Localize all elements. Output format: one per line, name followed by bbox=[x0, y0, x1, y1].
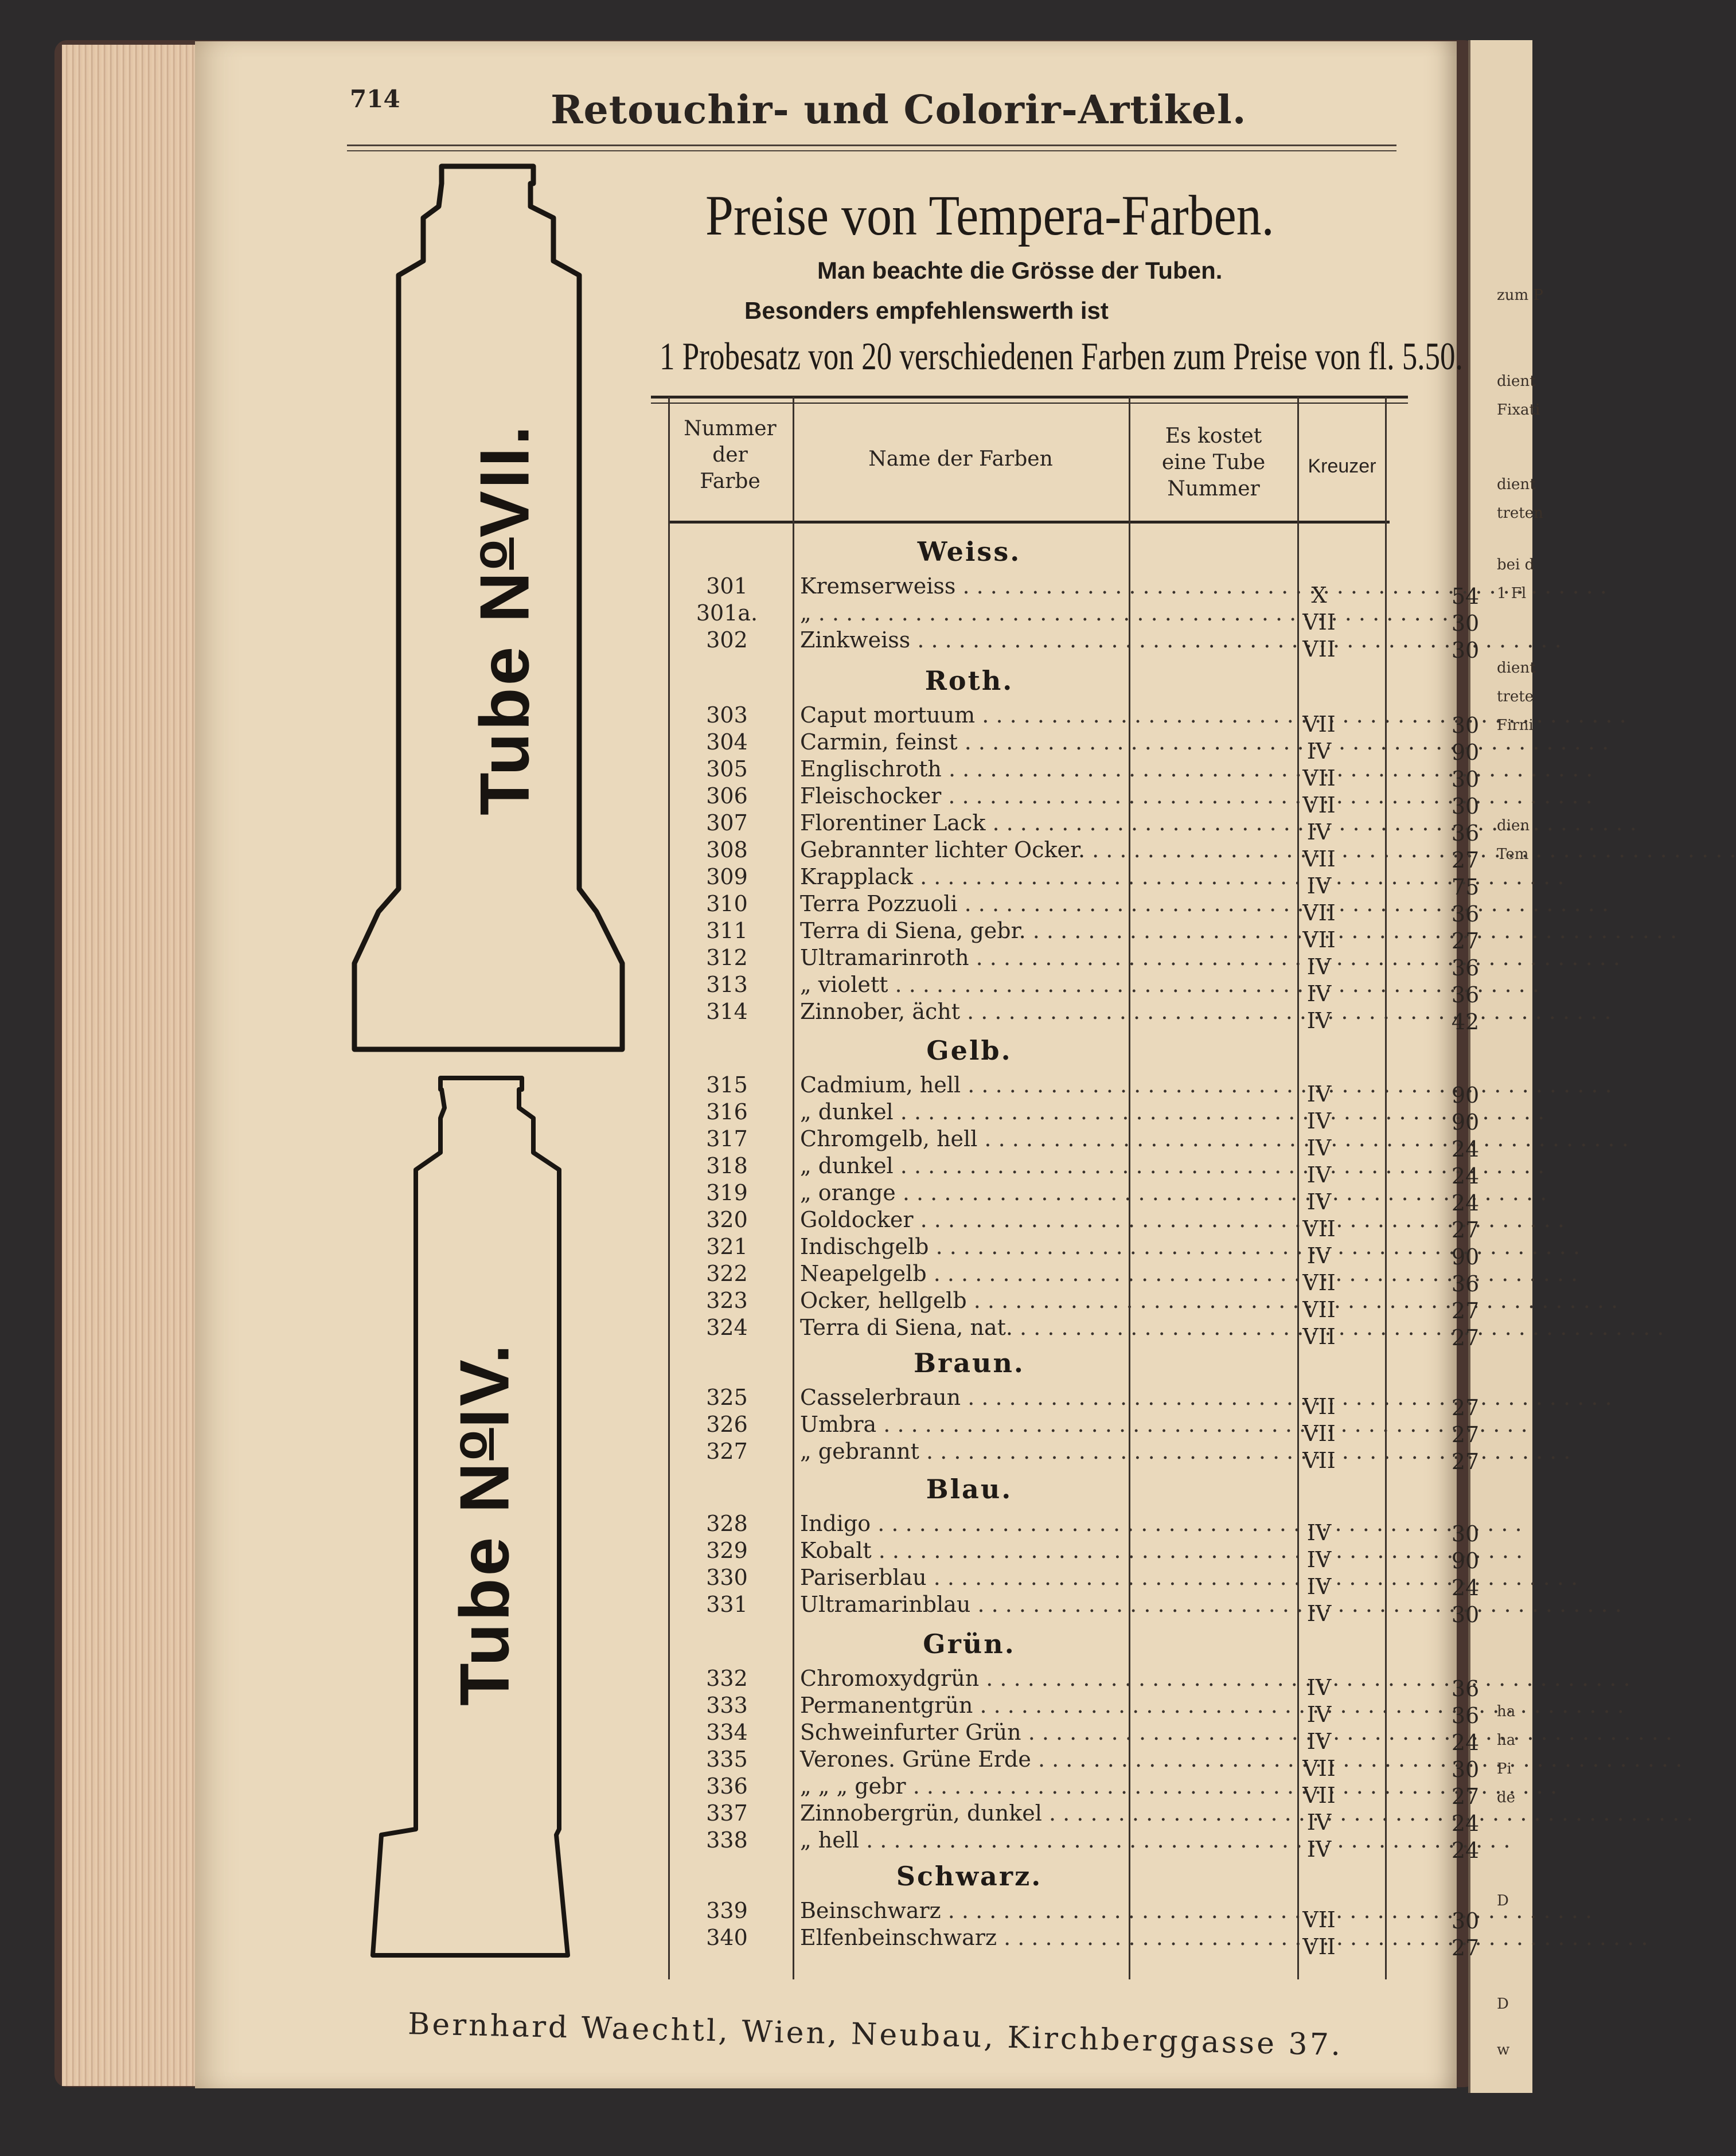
next-page-fragment: dient bbox=[1497, 476, 1536, 493]
color-number: 332 bbox=[706, 1666, 748, 1691]
color-number: 311 bbox=[706, 918, 748, 943]
next-page-fragment: zum P bbox=[1497, 287, 1543, 304]
page-number: 714 bbox=[350, 85, 400, 113]
tube-number: IV bbox=[1306, 1601, 1332, 1626]
tube-number: VII bbox=[1302, 712, 1336, 737]
price-kreuzer: 30 bbox=[1451, 713, 1480, 738]
color-name: Beinschwarz . . . bbox=[800, 1898, 1233, 1923]
table-row bbox=[682, 702, 1480, 738]
price-kreuzer: 30 bbox=[1451, 638, 1480, 663]
price-kreuzer: 24 bbox=[1451, 1575, 1480, 1600]
color-number: 329 bbox=[706, 1538, 748, 1563]
next-page-fragment: D bbox=[1497, 1995, 1509, 2013]
color-name: Indischgelb . . . bbox=[800, 1234, 1233, 1259]
color-name: Ocker, hellgelb . . . bbox=[800, 1288, 1233, 1313]
tube-number: IV bbox=[1306, 1243, 1332, 1268]
color-name: Terra di Siena, gebr. . . . bbox=[800, 918, 1233, 943]
next-page-fragment: de bbox=[1497, 1789, 1516, 1806]
footer-address: Bernhard Waechtl, Wien, Neubau, Kirchberggasse 37. bbox=[407, 2007, 1343, 2063]
color-name: Verones. Grüne Erde . . . bbox=[800, 1747, 1233, 1772]
table-row bbox=[682, 1261, 1480, 1296]
price-kreuzer: 30 bbox=[1451, 1908, 1480, 1934]
color-name: Cadmium, hell . . . bbox=[800, 1072, 1233, 1097]
color-name: Carmin, feinst . . . bbox=[800, 729, 1233, 755]
table-row bbox=[682, 1774, 1480, 1809]
table-row bbox=[682, 1180, 1480, 1216]
color-number: 326 bbox=[706, 1412, 748, 1437]
tube-iv-label: Tube $N^oIV$. bbox=[443, 1342, 524, 1706]
color-number: 318 bbox=[706, 1153, 748, 1178]
price-kreuzer: 27 bbox=[1451, 1217, 1480, 1243]
tube-number: IV bbox=[1306, 1574, 1332, 1599]
header-nummer: Nummer der Farbe bbox=[684, 417, 777, 493]
price-kreuzer: 36 bbox=[1451, 982, 1480, 1007]
color-name: Kobalt . . . bbox=[800, 1538, 1233, 1563]
tube-number: VII bbox=[1302, 1270, 1336, 1295]
color-number: 306 bbox=[706, 783, 748, 808]
table-row bbox=[682, 972, 1480, 1007]
section-heading: Blau. bbox=[926, 1474, 1013, 1505]
color-number: 314 bbox=[706, 999, 748, 1024]
color-number: 338 bbox=[706, 1827, 748, 1853]
next-page-fragment: dien bbox=[1497, 817, 1530, 834]
color-name: Florentiner Lack . . . bbox=[800, 810, 1233, 835]
color-name: Englischroth . . . bbox=[800, 756, 1233, 782]
table-row bbox=[682, 627, 1480, 663]
price-kreuzer: 27 bbox=[1451, 847, 1480, 873]
color-number: 337 bbox=[706, 1800, 748, 1826]
section-heading: Braun. bbox=[914, 1348, 1025, 1378]
price-kreuzer: 90 bbox=[1451, 740, 1480, 765]
color-number: 312 bbox=[706, 945, 748, 970]
price-kreuzer: 24 bbox=[1451, 1838, 1480, 1863]
price-kreuzer: 30 bbox=[1451, 794, 1480, 819]
section-heading: Gelb. bbox=[926, 1035, 1012, 1066]
table-row bbox=[682, 1439, 1480, 1474]
price-kreuzer: 36 bbox=[1451, 1703, 1480, 1728]
tube-number: IV bbox=[1306, 1547, 1332, 1572]
price-kreuzer: 30 bbox=[1451, 1521, 1480, 1546]
next-page-fragment: Pi bbox=[1497, 1760, 1512, 1778]
color-name: Pariserblau . . . bbox=[800, 1565, 1233, 1590]
tube-number: VII bbox=[1302, 1783, 1336, 1808]
table-row bbox=[682, 1511, 1480, 1546]
tube-number: IV bbox=[1306, 1837, 1332, 1862]
color-number: 325 bbox=[706, 1385, 748, 1410]
color-name: „ . . . bbox=[800, 600, 1233, 626]
color-name: Casselerbraun . . . bbox=[800, 1385, 1233, 1410]
price-kreuzer: 27 bbox=[1451, 928, 1480, 954]
price-kreuzer: 27 bbox=[1451, 1422, 1480, 1447]
color-number: 331 bbox=[706, 1592, 748, 1617]
tube-number: IV bbox=[1306, 1108, 1332, 1134]
color-name: Caput mortuum . . . bbox=[800, 702, 1233, 728]
price-kreuzer: 27 bbox=[1451, 1449, 1480, 1474]
color-name: Permanentgrün . . . bbox=[800, 1693, 1233, 1718]
header-rule bbox=[347, 144, 1396, 146]
color-name: „ violett . . . bbox=[800, 972, 1233, 997]
section-heading: Schwarz. bbox=[896, 1861, 1043, 1892]
header-kostet: Es kostet eine Tube Nummer bbox=[1161, 424, 1266, 501]
price-kreuzer: 24 bbox=[1451, 1730, 1480, 1755]
table-row bbox=[682, 1153, 1480, 1189]
page-stack-edge bbox=[62, 45, 211, 2086]
color-name: Indigo . . . bbox=[800, 1511, 1233, 1536]
color-number: 328 bbox=[706, 1511, 748, 1536]
price-kreuzer: 90 bbox=[1451, 1244, 1480, 1270]
section-heading: Roth. bbox=[924, 665, 1014, 696]
color-name: Kremserweiss . . . bbox=[800, 573, 1233, 599]
tube-number: IV bbox=[1306, 873, 1332, 899]
tube-number: IV bbox=[1306, 739, 1332, 764]
color-number: 327 bbox=[706, 1439, 748, 1464]
table-row bbox=[682, 1412, 1480, 1447]
table-row bbox=[682, 1747, 1480, 1782]
table-row bbox=[682, 810, 1480, 846]
table-row bbox=[682, 1288, 1480, 1323]
color-name: Elfenbeinschwarz . . . bbox=[800, 1925, 1233, 1950]
color-name: Schweinfurter Grün . . . bbox=[800, 1720, 1233, 1745]
color-name: Terra di Siena, nat. . . . bbox=[800, 1315, 1233, 1340]
price-kreuzer: 24 bbox=[1451, 1190, 1480, 1216]
tube-number: VII bbox=[1302, 1297, 1336, 1322]
color-number: 305 bbox=[706, 756, 748, 782]
color-name: Fleischocker . . . bbox=[800, 783, 1233, 808]
tube-number: IV bbox=[1306, 1729, 1332, 1754]
section-heading: Weiss. bbox=[917, 536, 1021, 567]
table-row bbox=[682, 1538, 1480, 1573]
color-name: Ultramarinblau . . . bbox=[800, 1592, 1233, 1617]
tube-number: IV bbox=[1306, 1189, 1332, 1214]
table-row bbox=[682, 1126, 1480, 1162]
color-name: „ dunkel . . . bbox=[800, 1099, 1233, 1124]
table-row bbox=[682, 891, 1480, 927]
color-number: 313 bbox=[706, 972, 748, 997]
next-page-fragment: w bbox=[1497, 2041, 1510, 2059]
next-page-fragment: D bbox=[1497, 1892, 1509, 1909]
price-kreuzer: 42 bbox=[1451, 1009, 1480, 1034]
price-kreuzer: 24 bbox=[1451, 1163, 1480, 1189]
price-kreuzer: 27 bbox=[1451, 1325, 1480, 1350]
tube-number: VII bbox=[1302, 792, 1336, 818]
next-page-fragment: dient bbox=[1497, 373, 1536, 390]
price-kreuzer: 24 bbox=[1451, 1136, 1480, 1162]
running-head: Retouchir- und Colorir-Artikel. bbox=[551, 87, 1247, 133]
color-number: 301 bbox=[706, 573, 748, 599]
color-name: Goldocker . . . bbox=[800, 1207, 1233, 1232]
tube-number: VII bbox=[1302, 1324, 1336, 1349]
table-row bbox=[682, 756, 1480, 792]
color-number: 319 bbox=[706, 1180, 748, 1205]
table-row bbox=[682, 1385, 1480, 1420]
header-kreuzer: Kreuzer bbox=[1308, 455, 1376, 477]
subtitle-sample-set: 1 Probesatz von 20 verschiedenen Farben zum Preise von fl. 5.50. bbox=[660, 334, 1463, 378]
table-row bbox=[682, 600, 1480, 636]
color-name: Neapelgelb . . . bbox=[800, 1261, 1233, 1286]
color-number: 330 bbox=[706, 1565, 748, 1590]
table-top-rule-thin bbox=[651, 403, 1408, 404]
color-name: „ dunkel . . . bbox=[800, 1153, 1233, 1178]
color-number: 317 bbox=[706, 1126, 748, 1151]
table-row bbox=[682, 1207, 1480, 1243]
tube-number: VII bbox=[1302, 636, 1336, 662]
price-kreuzer: 90 bbox=[1451, 1083, 1480, 1108]
color-name: Zinkweiss . . . bbox=[800, 627, 1233, 653]
price-kreuzer: 36 bbox=[1451, 901, 1480, 927]
table-row bbox=[682, 918, 1480, 954]
color-number: 340 bbox=[706, 1925, 748, 1950]
tube-number: VII bbox=[1302, 1907, 1336, 1932]
page-title: Preise von Tempera-Farben. bbox=[705, 183, 1274, 247]
color-name: Krapplack . . . bbox=[800, 864, 1233, 889]
price-kreuzer: 27 bbox=[1451, 1784, 1480, 1809]
table-column-line bbox=[668, 397, 670, 1979]
next-page-fragment: Firni bbox=[1497, 717, 1534, 734]
price-kreuzer: 27 bbox=[1451, 1395, 1480, 1420]
price-kreuzer: 27 bbox=[1451, 1298, 1480, 1323]
color-number: 301a. bbox=[696, 600, 758, 626]
tube-number: VII bbox=[1302, 1448, 1336, 1473]
table-row bbox=[682, 1720, 1480, 1755]
price-kreuzer: 30 bbox=[1451, 1602, 1480, 1627]
tube-number: IV bbox=[1306, 1008, 1332, 1033]
tube-number: VII bbox=[1302, 846, 1336, 872]
tube-number: IV bbox=[1306, 1135, 1332, 1161]
tube-number: IV bbox=[1306, 1520, 1332, 1545]
table-row bbox=[682, 1072, 1480, 1108]
tube-number: VII bbox=[1302, 1216, 1336, 1241]
tube-number: VII bbox=[1302, 1934, 1336, 1959]
tube-number: IV bbox=[1306, 954, 1332, 979]
color-name: „ hell . . . bbox=[800, 1827, 1233, 1853]
price-kreuzer: 90 bbox=[1451, 1548, 1480, 1573]
color-number: 308 bbox=[706, 837, 748, 862]
table-row bbox=[682, 729, 1480, 765]
section-heading: Grün. bbox=[923, 1628, 1016, 1659]
price-kreuzer: 54 bbox=[1451, 584, 1480, 609]
color-name: Chromoxydgrün . . . bbox=[800, 1666, 1233, 1691]
color-number: 324 bbox=[706, 1315, 748, 1340]
table-row bbox=[682, 1565, 1480, 1600]
header-name: Name der Farben bbox=[868, 447, 1053, 471]
color-number: 303 bbox=[706, 702, 748, 728]
color-name: Zinnober, ächt . . . bbox=[800, 999, 1233, 1024]
table-header-rule bbox=[668, 521, 1390, 524]
table-row bbox=[682, 945, 1480, 981]
tube-number: IV bbox=[1306, 1675, 1332, 1700]
color-name: „ orange . . . bbox=[800, 1180, 1233, 1205]
tube-number: IV bbox=[1306, 1081, 1332, 1107]
table-row bbox=[682, 1099, 1480, 1135]
color-number: 315 bbox=[706, 1072, 748, 1097]
next-page-fragment: trete bbox=[1497, 688, 1534, 705]
tube-number: VII bbox=[1302, 1756, 1336, 1781]
table-row bbox=[682, 1666, 1480, 1701]
color-number: 336 bbox=[706, 1774, 748, 1799]
tube-number: VII bbox=[1302, 610, 1336, 635]
header-rule-thin bbox=[347, 150, 1396, 151]
color-number: 316 bbox=[706, 1099, 748, 1124]
color-number: 320 bbox=[706, 1207, 748, 1232]
price-kreuzer: 36 bbox=[1451, 1271, 1480, 1296]
next-page-fragment: Fixati bbox=[1497, 401, 1540, 419]
color-number: 304 bbox=[706, 729, 748, 755]
next-page-fragment: bei d bbox=[1497, 556, 1535, 573]
price-kreuzer: 30 bbox=[1451, 767, 1480, 792]
color-number: 322 bbox=[706, 1261, 748, 1286]
tube-number: VII bbox=[1302, 900, 1336, 925]
tube-number: VII bbox=[1302, 1421, 1336, 1446]
table-row bbox=[682, 1800, 1480, 1836]
color-name: Terra Pozzuoli . . . bbox=[800, 891, 1233, 916]
color-number: 323 bbox=[706, 1288, 748, 1313]
price-kreuzer: 36 bbox=[1451, 955, 1480, 981]
color-number: 302 bbox=[706, 627, 748, 653]
price-kreuzer: 24 bbox=[1451, 1811, 1480, 1836]
price-kreuzer: 36 bbox=[1451, 1676, 1480, 1701]
table-top-rule bbox=[651, 396, 1408, 399]
table-row bbox=[682, 1234, 1480, 1270]
table-row bbox=[682, 1925, 1480, 1960]
color-name: „ „ „ gebr . . . bbox=[800, 1774, 1233, 1799]
table-row bbox=[682, 864, 1480, 900]
tube-vii-label: Tube $N^oVII$. bbox=[463, 423, 544, 815]
color-number: 339 bbox=[706, 1898, 748, 1923]
color-number: 333 bbox=[706, 1693, 748, 1718]
table-row bbox=[682, 1315, 1480, 1350]
color-name: Chromgelb, hell . . . bbox=[800, 1126, 1233, 1151]
price-kreuzer: 27 bbox=[1451, 1935, 1480, 1960]
tube-number: IV bbox=[1306, 1810, 1332, 1835]
color-name: Umbra . . . bbox=[800, 1412, 1233, 1437]
tube-number: IV bbox=[1306, 1702, 1332, 1727]
next-page-fragment: ha bbox=[1497, 1703, 1516, 1720]
table-row bbox=[682, 1898, 1480, 1934]
tube-number: VII bbox=[1302, 1394, 1336, 1419]
table-row bbox=[682, 573, 1480, 609]
table-row bbox=[682, 837, 1480, 873]
tube-number: VII bbox=[1302, 927, 1336, 952]
tube-number: VII bbox=[1302, 765, 1336, 791]
color-number: 309 bbox=[706, 864, 748, 889]
price-kreuzer: 90 bbox=[1451, 1110, 1480, 1135]
price-kreuzer: 75 bbox=[1451, 874, 1480, 900]
tube-number: IV bbox=[1306, 981, 1332, 1006]
table-row bbox=[682, 1693, 1480, 1728]
tube-number: IV bbox=[1306, 819, 1332, 845]
color-number: 310 bbox=[706, 891, 748, 916]
next-page-fragment: ha bbox=[1497, 1732, 1516, 1749]
table-row bbox=[682, 1592, 1480, 1627]
tube-number: X bbox=[1311, 583, 1327, 608]
subtitle-tube-size: Man beachte die Grösse der Tuben. bbox=[817, 257, 1223, 284]
color-name: Ultramarinroth . . . bbox=[800, 945, 1233, 970]
color-name: „ gebrannt . . . bbox=[800, 1439, 1233, 1464]
table-row bbox=[682, 783, 1480, 819]
tube-number: IV bbox=[1306, 1162, 1332, 1188]
next-page-fragment: 1 Fl bbox=[1497, 585, 1527, 602]
next-page-fragment: dient bbox=[1497, 659, 1536, 677]
price-kreuzer: 30 bbox=[1451, 1757, 1480, 1782]
table-row bbox=[682, 999, 1480, 1034]
color-number: 307 bbox=[706, 810, 748, 835]
table-row bbox=[682, 1827, 1480, 1863]
price-kreuzer: 36 bbox=[1451, 821, 1480, 846]
next-page-fragment: treten bbox=[1497, 505, 1543, 522]
color-name: Gebrannter lichter Ocker. . . . bbox=[800, 837, 1233, 862]
next-page-fragment: Tem bbox=[1497, 846, 1529, 863]
color-number: 335 bbox=[706, 1747, 748, 1772]
color-number: 321 bbox=[706, 1234, 748, 1259]
color-name: Zinnobergrün, dunkel . . . bbox=[800, 1800, 1233, 1826]
subtitle-recommend: Besonders empfehlenswerth ist bbox=[744, 297, 1109, 324]
color-number: 334 bbox=[706, 1720, 748, 1745]
price-kreuzer: 30 bbox=[1451, 611, 1480, 636]
